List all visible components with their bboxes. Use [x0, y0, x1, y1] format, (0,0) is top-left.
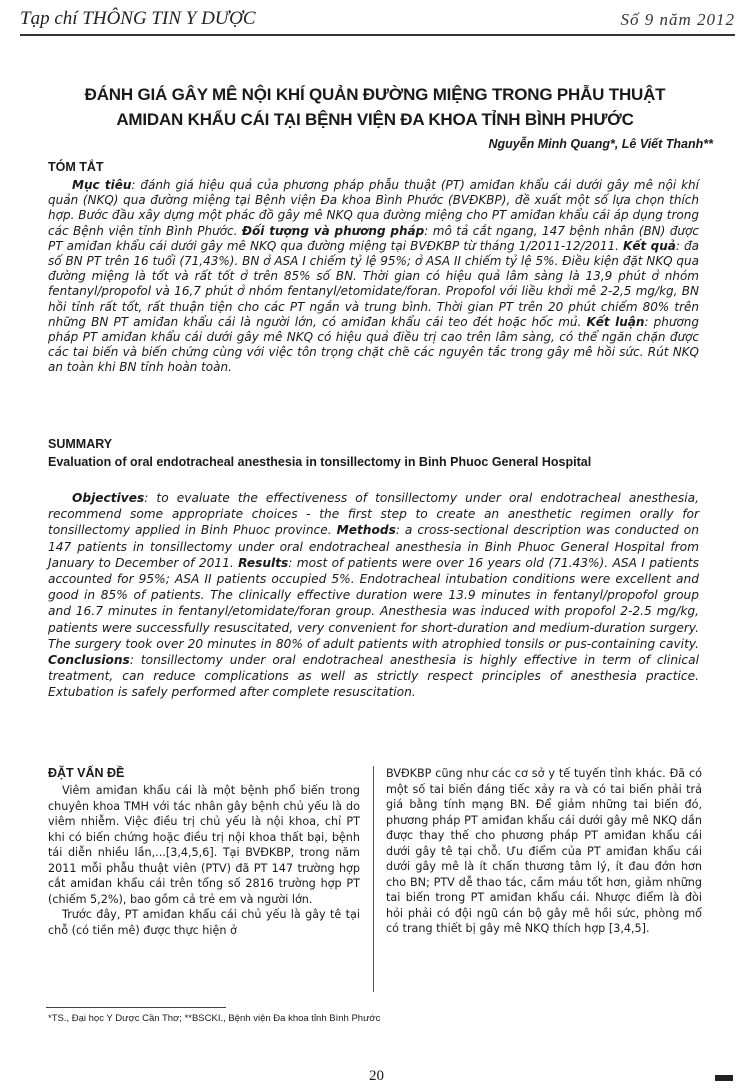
- article-title: [40, 82, 710, 132]
- issue-label: Số 9 năm 2012: [620, 10, 735, 29]
- label-conclusions-en: Conclusions: [48, 653, 130, 668]
- journal-name: Tạp chí THÔNG TIN Y DƯỢC: [20, 8, 256, 29]
- text-results-vi: : đa số BN PT trên 16 tuổi (71,43%). BN ở ASA I chiếm tỷ lệ 95%; ở ASA II chiếm tỷ lệ 5%. Điều kiện đặt NKQ qua đường miệng là tốt và rất tốt ở trên 85% số BN. Thời gian có hiệu quả lâm sàng là 13,9 phút ở nhóm fentanyl/propofol và 16,7 phút ở nhóm fentanyl/etomidate/foran. Propofol với liều khởi mê 2-2,5 mg/kg, BN hồi tỉnh rất tốt, rất thuận tiện cho các PT ngắn và trung bình. Thời gian PT trên 20 phút chiếm 80% trên những BN PT amiđan khẩu cái là người lớn, có amiđan khẩu cái teo đét hoặc hốc mủ.: [48, 238, 699, 329]
- label-objective: Mục tiêu: [72, 178, 132, 192]
- header-divider: [20, 34, 735, 36]
- intro-right-column: [386, 766, 702, 937]
- corner-mark: [715, 1075, 733, 1081]
- label-methods-vi: Đối tượng và phương pháp: [241, 223, 425, 238]
- text-objectives-en: : to evaluate the effectiveness of tonsillectomy under oral endotracheal anesthesia, recommend some appropriate choices - the first step to create an anesthetic regimen orally for tonsillectomy applied in Binh Phuoc province.: [48, 491, 699, 538]
- label-methods-en: Methods: [336, 523, 396, 538]
- author-list: Nguyễn Minh Quang*, Lê Viết Thanh**: [488, 137, 713, 151]
- abstract-en-title: Evaluation of oral endotracheal anesthesia in tonsillectomy in Binh Phuoc General Hospital: [48, 455, 592, 469]
- text-results-en: : most of patients were over 16 years old (71.43%). ASA I patients accounted for 95%; ASA II patients occupied 5%. Endotracheal intubation conditions were excellent and good in 85% of patients. The clinically effective duration were 13.9 minutes in fentanyl/propofol group and 16.7 minutes in fentanyl/etomidate/foran group. Anesthesia was induced with propofol 2-2.5 mg/kg, patients were successfully resuscitated, very convenient for short-duration and medium-duration surgery. The surgery took over 20 minutes in 80% of adult patients with atrophied tonsils or pus-containing cavity.: [48, 555, 699, 651]
- title-line-1: ĐÁNH GIÁ GÂY MÊ NỘI KHÍ QUẢN ĐƯỜNG MIỆNG TRONG PHẪU THUẬT: [84, 85, 666, 104]
- intro-paragraph-3: BVĐKBP cũng như các cơ sở y tế tuyến tỉnh khác. Đã có một số tai biến đáng tiếc xảy ra và có tai biến phải trả giá bằng tính mạng BN. Để giảm những tai biến đó, phương pháp PT amiđan khẩu cái dưới gây mê NKQ dần được thay thế cho phương pháp PT amiđan khẩu cái dưới gây tê tại chỗ. Ưu điểm của PT amiđan khẩu cái dưới gây mê là ít chấn thương tâm lý, ít đau đớn hơn cho BN; PTV dễ thao tác, cầm máu tốt hơn, giảm những tai biến trong PT amiđan khẩu cái. Nhược điểm là đòi hỏi phải có đội ngũ cán bộ gây mê hồi sức, phòng mổ có trang thiết bị gây mê NKQ thích hợp [3,4,5].: [386, 767, 702, 935]
- text-objective: : đánh giá hiệu quả của phương pháp phẫu thuật (PT) amiđan khẩu cái dưới gây mê nội khí quản (NKQ) qua đường miệng tại Bệnh viện Đa khoa Bình Phước (BVĐKBP), đề xuất một số lựa chọn thích hợp. Bước đầu xây dựng một phác đồ gây mê NKQ qua đường miệng cho PT amiđan khẩu cái áp dụng trong các Bệnh viện tỉnh Bình Phước.: [48, 178, 699, 238]
- abstract-vi-heading: TÓM TẮT: [48, 160, 104, 174]
- intro-left-column: [48, 783, 360, 938]
- author-affiliations: *TS., Đại học Y Dược Cần Thơ; **BSCKI., Bệnh viện Đa khoa tỉnh Bình Phước: [48, 1013, 381, 1024]
- label-conclusion-vi: Kết luận: [586, 314, 645, 329]
- abstract-en-body: [48, 490, 699, 701]
- text-conclusion-vi: : phương pháp PT amiđan khẩu cái dưới gây mê NKQ có hiệu quả điều trị cao trên lâm sàng, có thể ngăn chặn được các tai biến và biến chứng cùng với việc tôn trọng chặt chẽ các nguyên tắc trong gây mê hồi sức. Rút NKQ an toàn khi BN tỉnh hoàn toàn.: [48, 314, 699, 375]
- intro-paragraph-2: Trước đây, PT amiđan khẩu cái chủ yếu là gây tê tại chỗ (có tiền mê) được thực hiện ở: [48, 908, 360, 937]
- text-conclusions-en: : tonsillectomy under oral endotracheal anesthesia is highly effective in term of clinical treatment, can reduce complications as well as strictly respect principles of anesthesia practice. Extubation is safely performed after complete resuscitation.: [48, 653, 699, 700]
- journal-header: [20, 6, 735, 34]
- text-methods-vi: : mô tả cắt ngang, 147 bệnh nhân (BN) được PT amiđan khẩu cái dưới gây mê NKQ qua đường miệng tại BVĐKBP từ tháng 1/2011-12/2011.: [48, 223, 699, 253]
- intro-paragraph-1: Viêm amiđan khẩu cái là một bệnh phổ biến trong chuyên khoa TMH với tác nhân gây bệnh chủ yếu là do viêm nhiễm. Việc điều trị chủ yếu là nội khoa, chỉ PT khi có biến chứng hoặc điều trị nội khoa thất bại, bệnh tái diễn nhiều lần,...[3,4,5,6]. Tại BVĐKBP, trong năm 2011 mỗi phẫu thuật viên (PTV) đã PT 147 trường hợp cắt amiđan khẩu cái trên tổng số 2816 trường hợp PT (chiếm 5,2%), bao gồm cả trẻ em và người lớn.: [48, 784, 360, 906]
- page-number: 20: [369, 1068, 384, 1084]
- abstract-vi-body: [48, 178, 699, 376]
- abstract-en-heading: SUMMARY: [48, 437, 113, 451]
- label-objectives-en: Objectives: [72, 491, 145, 505]
- footnote-divider: [46, 1007, 226, 1008]
- title-line-2: AMIDAN KHẨU CÁI TẠI BỆNH VIỆN ĐA KHOA TỈNH BÌNH PHƯỚC: [116, 110, 634, 129]
- column-divider: [373, 766, 374, 992]
- intro-heading: ĐẶT VẤN ĐỀ: [48, 766, 125, 780]
- label-results-en: Results: [238, 555, 289, 570]
- label-results-vi: Kết quả: [623, 238, 676, 253]
- text-methods-en: : a cross-sectional description was conducted on 147 patients in tonsillectomy under oral endotracheal anesthesia in Binh Phuoc General Hospital from January to December of 2011.: [48, 523, 699, 570]
